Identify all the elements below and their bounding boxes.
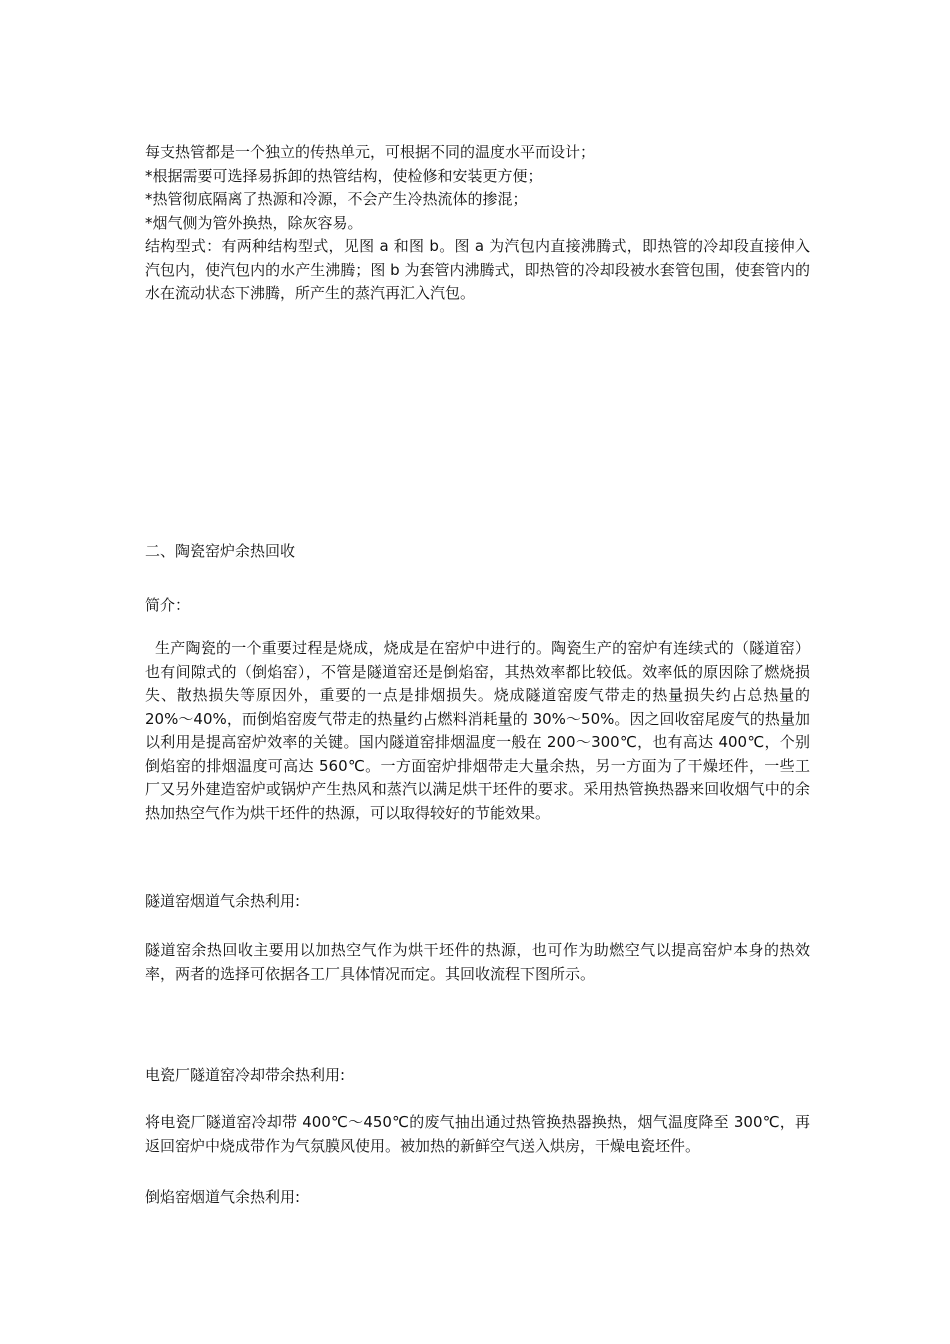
tunnel-kiln-flue-heading: 隧道窑烟道气余热利用: (145, 892, 301, 910)
section-heading-ceramic-kiln: 二、陶瓷窑炉余热回收 (145, 542, 296, 560)
intro-paragraph: 生产陶瓷的一个重要过程是烧成，烧成是在窑炉中进行的。陶瓷生产的窑炉有连续式的（隧道窑）也有间隙式的（倒焰窑），不管是隧道窑还是倒焰窑，其热效率都比较低。效率低的原因除了燃烧损失、散热损失等原因外，重要的一点是排烟损失。烧成隧道窑废气带走的热量损失约占总热量的 20%～40%，而倒焰窑废气带走的热量约占燃料消耗量的 30%～50%。因之回收窑尾废气的热量加以利用是提高窑炉效率的关键。国内隧道窑排烟温度一般在 200～300℃，也有高达 400℃，个别倒焰窑的排烟温度可高达 560℃。一方面窑炉排烟带走大量余热，另一方面为了干燥坯件，一些工厂又另外建造窑炉或锅炉产生热风和蒸汽以满足烘干坯件的要求。采用热管换热器来回收烟气中的余热加热空气作为烘干坯件的热源，可以取得较好的节能效果。 (145, 639, 815, 822)
tunnel-kiln-flue-paragraph: 隧道窑余热回收主要用以加热空气作为烘干坯件的热源，也可作为助燃空气以提高窑炉本身的热效率，两者的选择可依据各工厂具体情况而定。其回收流程下图所示。 (145, 941, 810, 983)
feature-line-2: *根据需要可选择易拆卸的热管结构，使检修和安装更方便； (145, 166, 543, 185)
feature-line-3: *热管彻底隔离了热源和冷源，不会产生冷热流体的掺混； (145, 190, 528, 208)
heat-pipe-features (145, 141, 810, 235)
feature-line-1: 每支热管都是一个独立的传热单元，可根据不同的温度水平而设计； (145, 143, 596, 161)
feature-line-4: *烟气侧为管外换热，除灰容易。 (145, 213, 363, 232)
downdraft-kiln-heading: 倒焰窑烟道气余热利用: (145, 1188, 301, 1206)
structure-type-paragraph: 结构型式：有两种结构型式，见图 a 和图 b。图 a 为汽包内直接沸腾式，即热管的冷却段直接伸入汽包内，使汽包内的水产生沸腾；图 b 为套管内沸腾式，即热管的冷却段被水套管包围，使套管内的水在流动状态下沸腾，所产生的蒸汽再汇入汽包。 (145, 237, 810, 302)
intro-label: 简介： (145, 596, 191, 614)
porcelain-cooling-paragraph: 将电瓷厂隧道窑冷却带 400℃～450℃的废气抽出通过热管换热器换热，烟气温度降至 300℃，再返回窑炉中烧成带作为气氛膜风使用。被加热的新鲜空气送入烘房，干燥电瓷坯件。 (145, 1113, 810, 1155)
porcelain-cooling-heading: 电瓷厂隧道窑冷却带余热利用: (145, 1066, 346, 1084)
